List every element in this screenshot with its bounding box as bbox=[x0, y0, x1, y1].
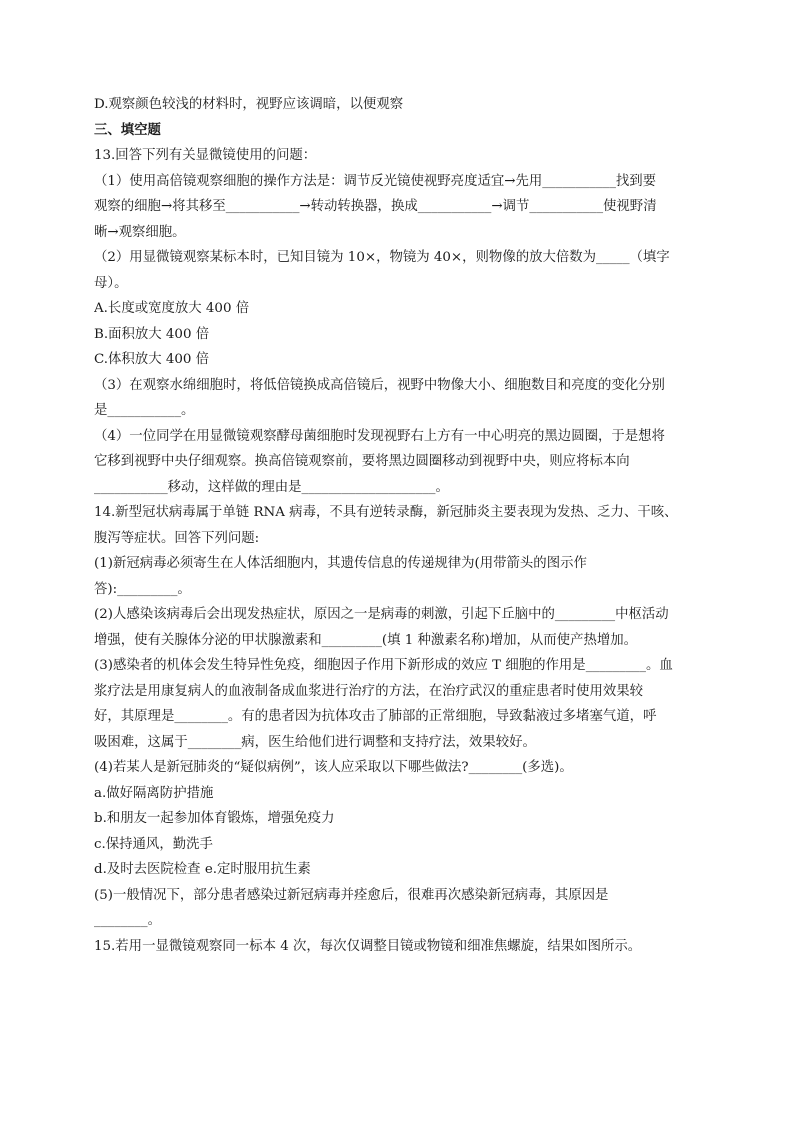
q14-part3-line1: (3)感染者的机体会发生特异性免疫，细胞因子作用下新形成的效应 T 细胞的作用是_________。血 bbox=[94, 658, 673, 673]
question-14-stem-line1: 14.新型冠状病毒属于单链 RNA 病毒，不具有逆转录酶，新冠肺炎主要表现为发热、乏力、干咳、 bbox=[94, 505, 678, 520]
q14-part3-line2: 浆疗法是用康复病人的血液制备成血浆进行治疗的方法，在治疗武汉的重症患者时使用效果较 bbox=[94, 683, 644, 699]
q14-part1-line2: 答):_________。 bbox=[94, 581, 191, 597]
q13-part3-line1: （3）在观察水绵细胞时，将低倍镜换成高倍镜后，视野中物像大小、细胞数目和亮度的变化分别 bbox=[94, 377, 665, 393]
q14-part5-line1: (5)一般情况下，部分患者感染过新冠病毒并痊愈后，很难再次感染新冠病毒，其原因是 bbox=[94, 887, 609, 903]
q13-part4-line3: ___________移动，这样做的理由是____________________。 bbox=[94, 479, 449, 495]
q14-part2-line2: 增强，使有关腺体分泌的甲状腺激素和_________(填 1 种激素名称)增加，从而使产热增加。 bbox=[94, 632, 638, 648]
q14-option-c: c.保持通风，勤洗手 bbox=[94, 836, 213, 852]
q13-option-a: A.长度或宽度放大 400 倍 bbox=[94, 301, 250, 316]
option-d: D.观察颜色较浅的材料时，视野应该调暗，以便观察 bbox=[94, 97, 404, 112]
q14-part5-line2: ________。 bbox=[94, 913, 161, 928]
question-15-stem: 15.若用一显微镜观察同一标本 4 次，每次仅调整目镜或物镜和细准焦螺旋，结果如图所示。 bbox=[94, 938, 642, 954]
q14-part3-line3: 好，其原理是________。有的患者因为抗体攻击了肺部的正常细胞，导致黏液过多堵塞气道，呼 bbox=[94, 709, 657, 724]
q14-part4-stem: (4)若某人是新冠肺炎的“疑似病例”，该人应采取以下哪些做法?________(多选)。 bbox=[94, 760, 573, 775]
question-13-stem: 13.回答下列有关显微镜使用的问题： bbox=[94, 148, 317, 163]
q14-option-a: a.做好隔离防护措施 bbox=[94, 785, 214, 801]
q14-part1-line1: (1)新冠病毒必须寄生在人体活细胞内，其遗传信息的传递规律为(用带箭头的图示作 bbox=[94, 556, 587, 571]
q14-part3-line4: 吸困难，这属于________病，医生给他们进行调整和支持疗法，效果较好。 bbox=[94, 734, 536, 750]
q13-part2-line2: 母）。 bbox=[94, 275, 128, 291]
document-page bbox=[94, 92, 704, 959]
q13-part1-line2: 观察的细胞→将其移至___________→转动转换器，换成___________→调节___________使视野清 bbox=[94, 199, 657, 214]
question-14-stem-line2: 腹泻等症状。回答下列问题: bbox=[94, 530, 260, 546]
q13-part2-line1: （2）用显微镜观察某标本时，已知目镜为 10×，物镜为 40×，则物像的放大倍数为_____（填字 bbox=[94, 250, 670, 265]
q13-part1-line1: （1）使用高倍镜观察细胞的操作方法是：调节反光镜使视野亮度适宜→先用___________找到要 bbox=[94, 173, 657, 189]
q14-part2-line1: (2)人感染该病毒后会出现发热症状，原因之一是病毒的刺激，引起下丘脑中的_________中枢活动 bbox=[94, 607, 669, 622]
q13-option-c: C.体积放大 400 倍 bbox=[94, 352, 210, 367]
q13-option-b: B.面积放大 400 倍 bbox=[94, 326, 210, 342]
q14-option-b: b.和朋友一起参加体育锻炼，增强免疫力 bbox=[94, 811, 335, 826]
q13-part4-line1: （4）一位同学在用显微镜观察酵母菌细胞时发现视野右上方有一中心明亮的黑边圆圈，于是想将 bbox=[94, 428, 665, 444]
q13-part3-line2: 是___________。 bbox=[94, 403, 195, 418]
section-heading: 三、填空题 bbox=[94, 122, 161, 138]
q13-part4-line2: 它移到视野中央仔细观察。换高倍镜观察前，要将黑边圆圈移动到视野中央，则应将标本向 bbox=[94, 454, 630, 469]
q13-part1-line3: 晰→观察细胞。 bbox=[94, 224, 186, 240]
q14-option-d-e: d.及时去医院检查 e.定时服用抗生素 bbox=[94, 862, 311, 877]
